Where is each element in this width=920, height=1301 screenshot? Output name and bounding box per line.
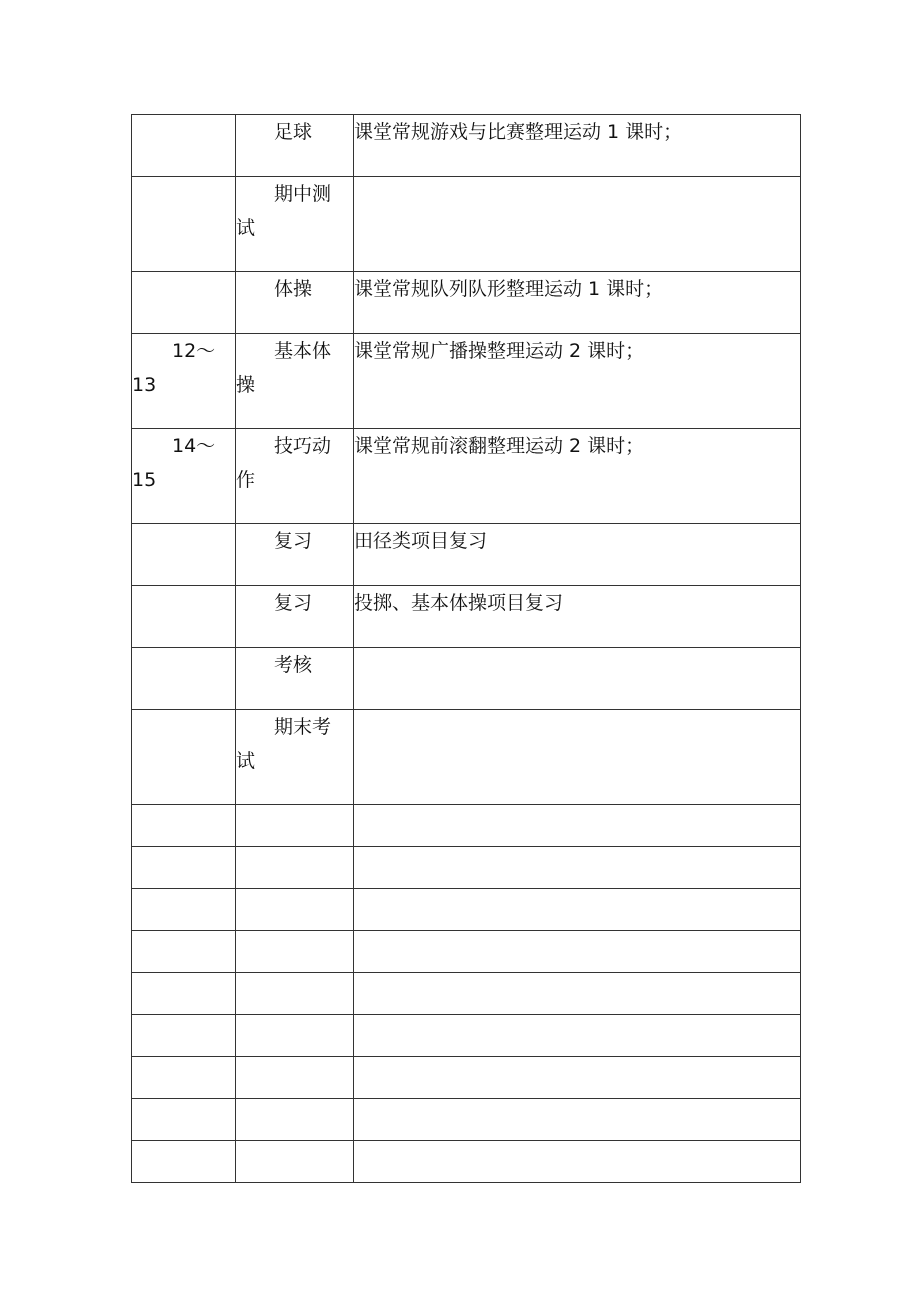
table-row — [132, 524, 801, 586]
item-cell — [236, 805, 354, 847]
week-cell — [132, 973, 236, 1015]
empty-row — [132, 1099, 801, 1141]
week-cell — [132, 847, 236, 889]
item-cell — [236, 524, 354, 586]
item-cell — [236, 334, 354, 429]
content-cell — [354, 847, 801, 889]
empty-row — [132, 889, 801, 931]
item-cell — [236, 847, 354, 889]
content-cell — [354, 805, 801, 847]
item-text-line1: 期末考 — [274, 716, 332, 738]
table-row — [132, 648, 801, 710]
empty-row — [132, 1015, 801, 1057]
content-cell: 课堂常规广播操整理运动 2 课时； — [354, 334, 801, 429]
item-text-line1: 技巧动 — [274, 435, 332, 457]
item-text-line2: 试 — [236, 750, 256, 772]
week-cell — [132, 115, 236, 177]
content-cell — [354, 1141, 801, 1183]
content-cell — [354, 710, 801, 805]
item-cell — [236, 648, 354, 710]
week-cell — [132, 334, 236, 429]
item-cell — [236, 710, 354, 805]
week-text-line2: 15 — [132, 469, 157, 491]
item-text: 复习 — [274, 530, 313, 552]
item-cell — [236, 429, 354, 524]
item-cell — [236, 586, 354, 648]
item-text: 考核 — [274, 654, 313, 676]
table-row — [132, 710, 801, 805]
week-cell — [132, 648, 236, 710]
table-row — [132, 272, 801, 334]
empty-row — [132, 847, 801, 889]
item-cell — [236, 1015, 354, 1057]
week-cell — [132, 272, 236, 334]
content-cell — [354, 1057, 801, 1099]
week-cell — [132, 805, 236, 847]
item-text-line2: 试 — [236, 217, 256, 239]
table-row — [132, 586, 801, 648]
week-cell — [132, 586, 236, 648]
content-cell: 田径类项目复习 — [354, 524, 801, 586]
content-cell — [354, 931, 801, 973]
content-cell: 投掷、基本体操项目复习 — [354, 586, 801, 648]
week-cell — [132, 1015, 236, 1057]
week-cell — [132, 710, 236, 805]
table-row — [132, 334, 801, 429]
week-text-line1: 12～ — [172, 340, 216, 362]
item-text-line2: 作 — [236, 469, 256, 491]
week-text-line2: 13 — [132, 374, 157, 396]
content-cell — [354, 973, 801, 1015]
item-cell — [236, 115, 354, 177]
week-cell — [132, 889, 236, 931]
item-text-line2: 操 — [236, 374, 256, 396]
item-cell — [236, 973, 354, 1015]
week-cell — [132, 429, 236, 524]
empty-row — [132, 1057, 801, 1099]
content-cell — [354, 648, 801, 710]
item-text-line1: 期中测 — [274, 183, 332, 205]
item-cell — [236, 1057, 354, 1099]
content-cell: 课堂常规前滚翻整理运动 2 课时； — [354, 429, 801, 524]
week-cell — [132, 1099, 236, 1141]
table-row — [132, 429, 801, 524]
schedule-table — [131, 114, 801, 1183]
content-cell — [354, 889, 801, 931]
item-cell — [236, 1141, 354, 1183]
item-text: 复习 — [274, 592, 313, 614]
item-cell — [236, 889, 354, 931]
table-row — [132, 177, 801, 272]
item-cell — [236, 1099, 354, 1141]
item-cell — [236, 272, 354, 334]
item-text: 体操 — [274, 278, 313, 300]
content-cell — [354, 1099, 801, 1141]
content-cell: 课堂常规游戏与比赛整理运动 1 课时； — [354, 115, 801, 177]
item-cell — [236, 931, 354, 973]
content-cell: 课堂常规队列队形整理运动 1 课时； — [354, 272, 801, 334]
empty-row — [132, 931, 801, 973]
week-text-line1: 14～ — [172, 435, 216, 457]
week-cell — [132, 931, 236, 973]
empty-row — [132, 973, 801, 1015]
content-cell — [354, 1015, 801, 1057]
content-cell — [354, 177, 801, 272]
week-cell — [132, 177, 236, 272]
week-cell — [132, 1141, 236, 1183]
item-text: 足球 — [274, 121, 313, 143]
item-cell — [236, 177, 354, 272]
item-text-line1: 基本体 — [274, 340, 332, 362]
week-cell — [132, 524, 236, 586]
table-row — [132, 115, 801, 177]
empty-row — [132, 1141, 801, 1183]
week-cell — [132, 1057, 236, 1099]
empty-row — [132, 805, 801, 847]
